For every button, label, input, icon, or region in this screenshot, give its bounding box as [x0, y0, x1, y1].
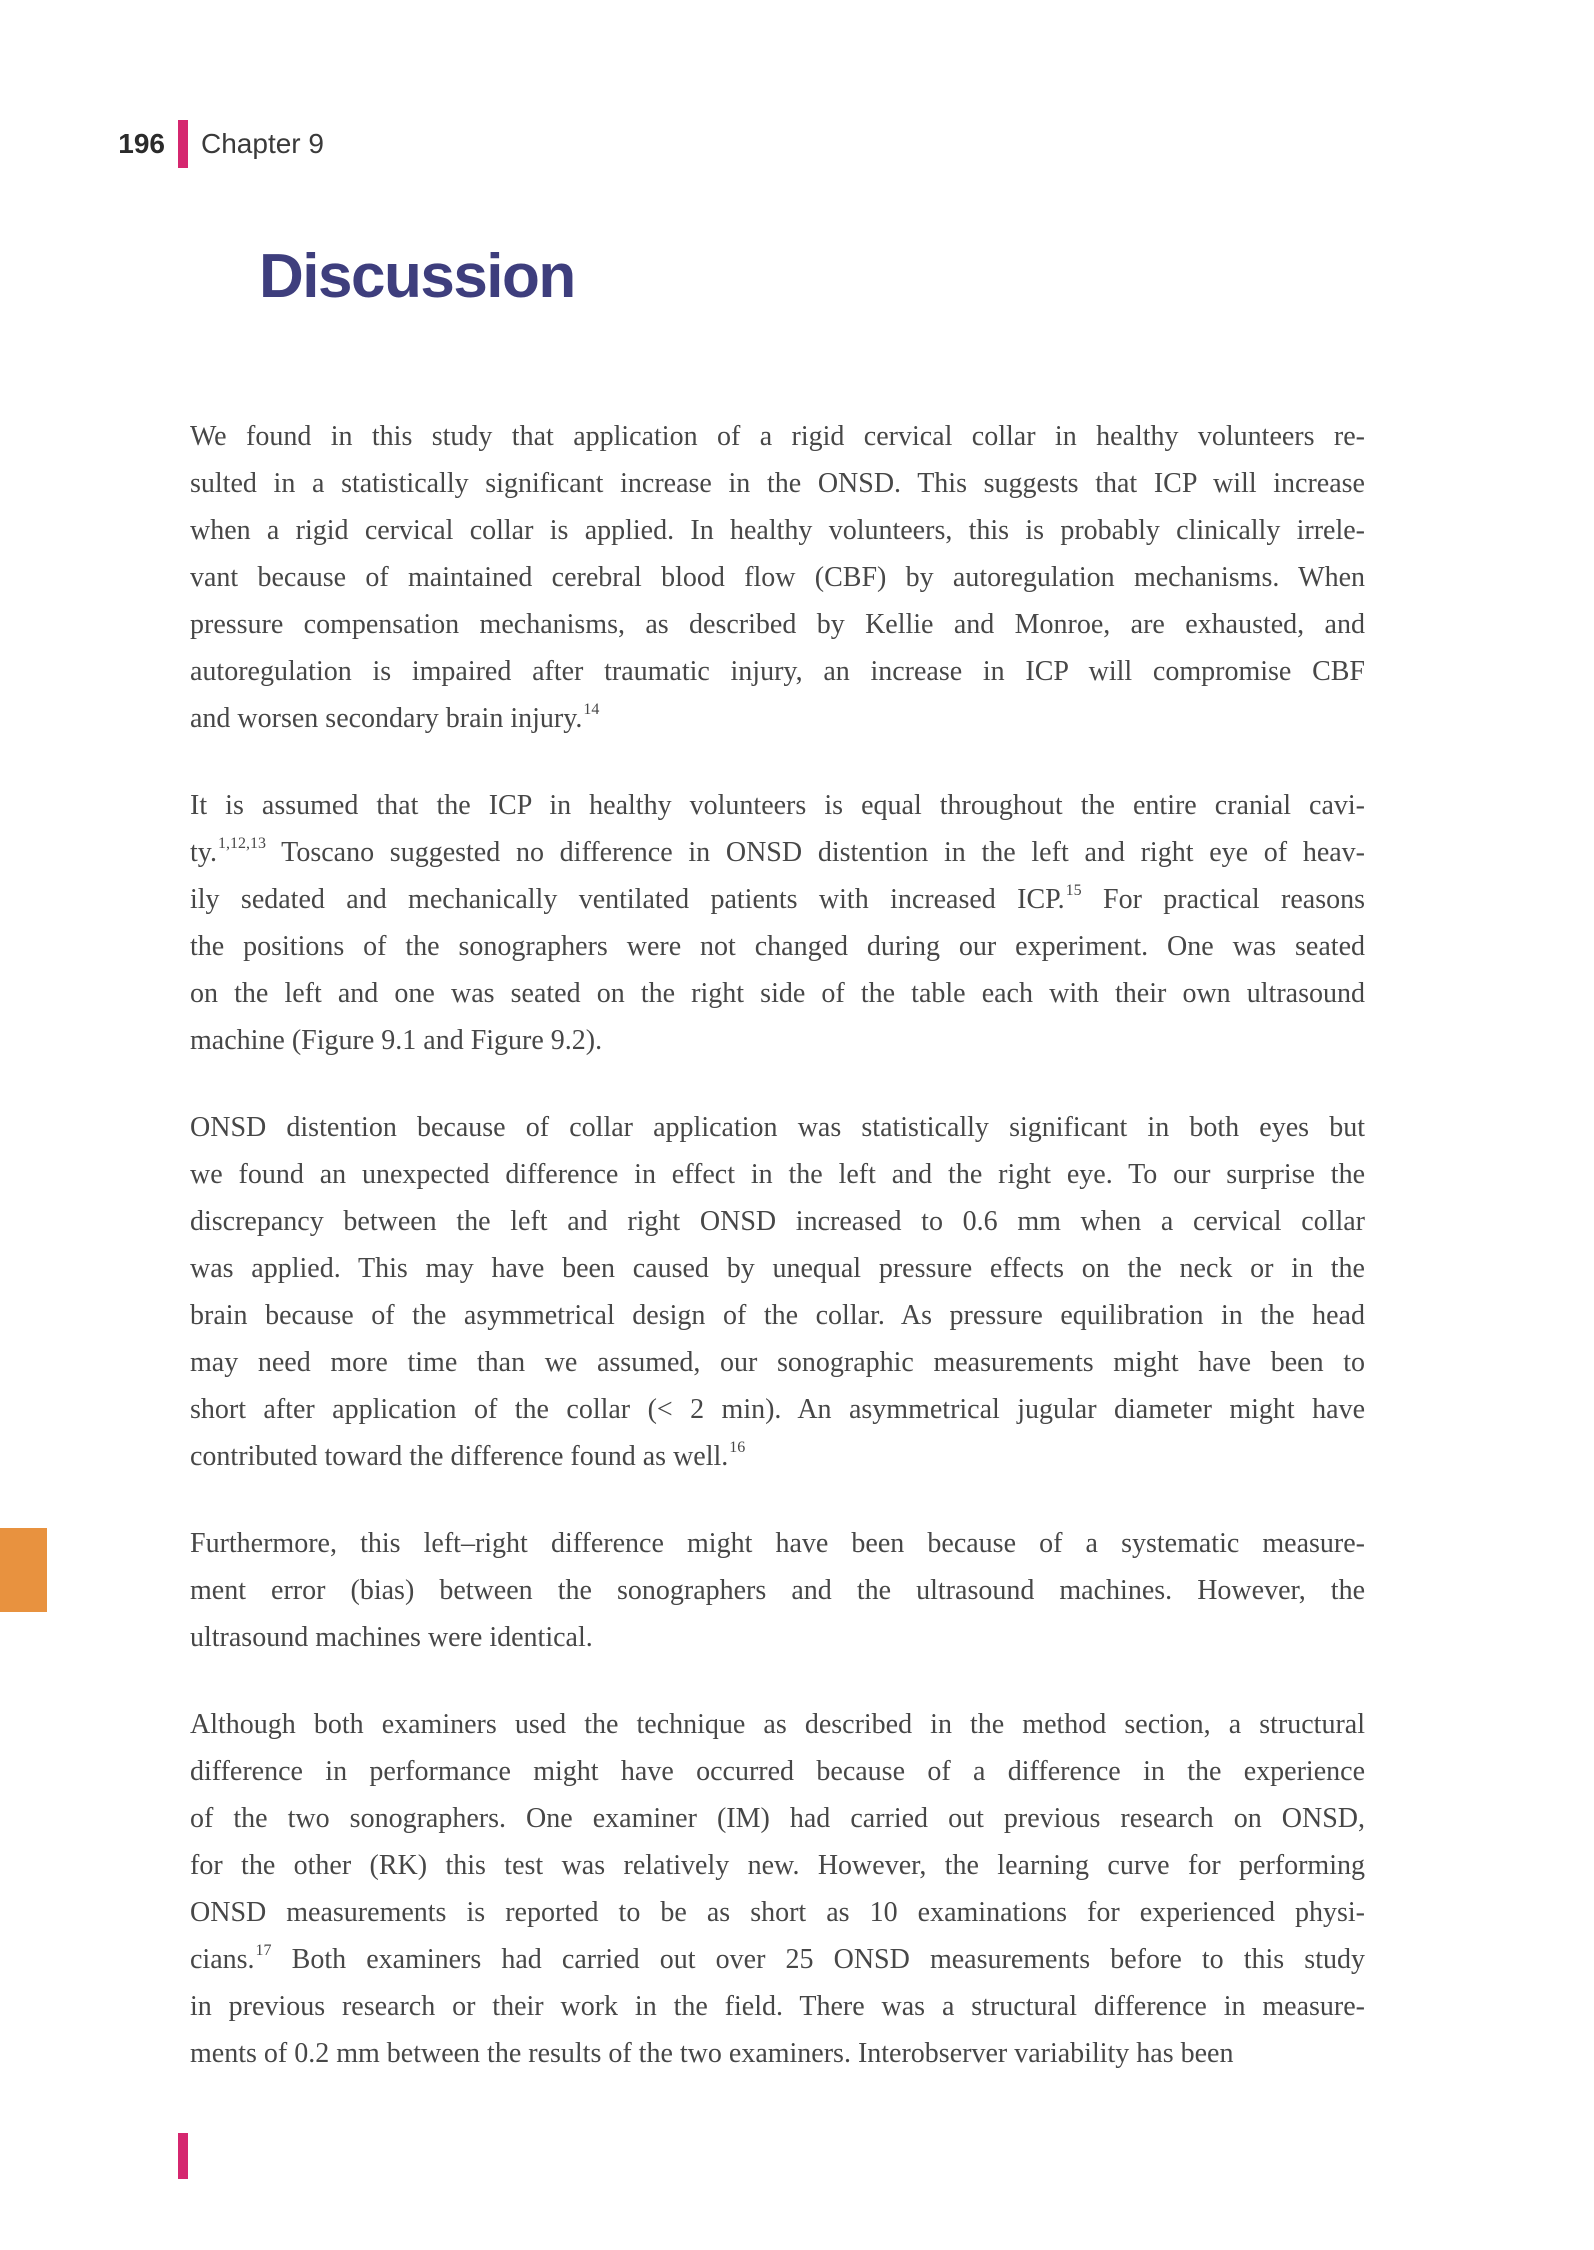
text-line: autoregulation is impaired after traumatic injury, an increase in ICP will compromise CBF [190, 656, 1365, 687]
text-line: difference in performance might have occurred because of a difference in the experience [190, 1756, 1365, 1787]
citation-superscript: 16 [729, 1439, 746, 1456]
text-line: brain because of the asymmetrical design of the collar. As pressure equilibration in the head [190, 1300, 1365, 1331]
page-number: 196 [118, 128, 165, 159]
paragraph-5 [190, 1701, 1365, 2077]
text-line: We found in this study that application of a rigid cervical collar in healthy volunteers re- [190, 421, 1365, 452]
text-line: may need more time than we assumed, our sonographic measurements might have been to [190, 1347, 1365, 1378]
text-line: short after application of the collar (< 2 min). An asymmetrical jugular diameter might have [190, 1394, 1365, 1425]
text-line: vant because of maintained cerebral blood flow (CBF) by autoregulation mechanisms. When [190, 562, 1365, 593]
body-text [190, 413, 1365, 2117]
header-accent-bar [178, 120, 188, 168]
text-line: on the left and one was seated on the right side of the table each with their own ultrasound [190, 978, 1365, 1009]
text-line: machine (Figure 9.1 and Figure 9.2). [190, 1025, 603, 1056]
text-line: ment error (bias) between the sonographers and the ultrasound machines. However, the [190, 1575, 1365, 1606]
citation-superscript: 15 [1065, 882, 1082, 899]
text-line: Furthermore, this left–right difference might have been because of a systematic measure- [190, 1528, 1365, 1559]
text-line: the positions of the sonographers were not changed during our experiment. One was seated [190, 931, 1365, 962]
text-line: Although both examiners used the technique as described in the method section, a structural [190, 1709, 1365, 1740]
text-line: cians.$^{17}$ Both examiners had carried out over 25 ONSD measurements before to this study [190, 1942, 1365, 1975]
paragraph-3 [190, 1104, 1365, 1480]
text-line: discrepancy between the left and right ONSD increased to 0.6 mm when a cervical collar [190, 1206, 1365, 1237]
text-line: for the other (RK) this test was relatively new. However, the learning curve for performing [190, 1850, 1365, 1881]
text-line: and worsen secondary brain injury.$^{14}$ [190, 701, 600, 734]
text-line: ONSD measurements is reported to be as short as 10 examinations for experienced physi- [190, 1897, 1365, 1928]
text-line: was applied. This may have been caused by unequal pressure effects on the neck or in the [190, 1253, 1365, 1284]
text-line: contributed toward the difference found as well.$^{16}$ [190, 1439, 746, 1472]
margin-accent-block [0, 1528, 47, 1612]
text-line: ments of 0.2 mm between the results of the two examiners. Interobserver variability has been [190, 2038, 1234, 2069]
text-line: sulted in a statistically significant increase in the ONSD. This suggests that ICP will increase [190, 468, 1365, 499]
text-line: we found an unexpected difference in effect in the left and the right eye. To our surprise the [190, 1159, 1365, 1190]
citation-superscript: 1,12,13 [217, 835, 266, 852]
text-line: It is assumed that the ICP in healthy volunteers is equal throughout the entire cranial cavi- [190, 790, 1365, 821]
footer-accent-bar [178, 2133, 188, 2179]
text-line: ty.$^{1,12,13}$ Toscano suggested no difference in ONSD distention in the left and right eye of heav- [190, 835, 1365, 868]
citation-superscript: 14 [583, 701, 600, 718]
text-line: ily sedated and mechanically ventilated patients with increased ICP.$^{15}$ For practical reasons [190, 882, 1365, 915]
text-line: in previous research or their work in the field. There was a structural difference in measure- [190, 1991, 1365, 2022]
paragraph-2 [190, 782, 1365, 1064]
text-line: ultrasound machines were identical. [190, 1622, 593, 1653]
running-head [0, 120, 500, 168]
citation-superscript: 17 [255, 1942, 272, 1959]
section-title: Discussion [259, 242, 575, 311]
text-line: ONSD distention because of collar application was statistically significant in both eyes but [190, 1112, 1365, 1143]
text-line: of the two sonographers. One examiner (IM) had carried out previous research on ONSD, [190, 1803, 1365, 1834]
text-line: pressure compensation mechanisms, as described by Kellie and Monroe, are exhausted, and [190, 609, 1365, 640]
paragraph-4 [190, 1520, 1365, 1661]
text-line: when a rigid cervical collar is applied. In healthy volunteers, this is probably clinically irrele- [190, 515, 1365, 546]
paragraph-1 [190, 413, 1365, 742]
chapter-label: Chapter 9 [201, 128, 324, 159]
